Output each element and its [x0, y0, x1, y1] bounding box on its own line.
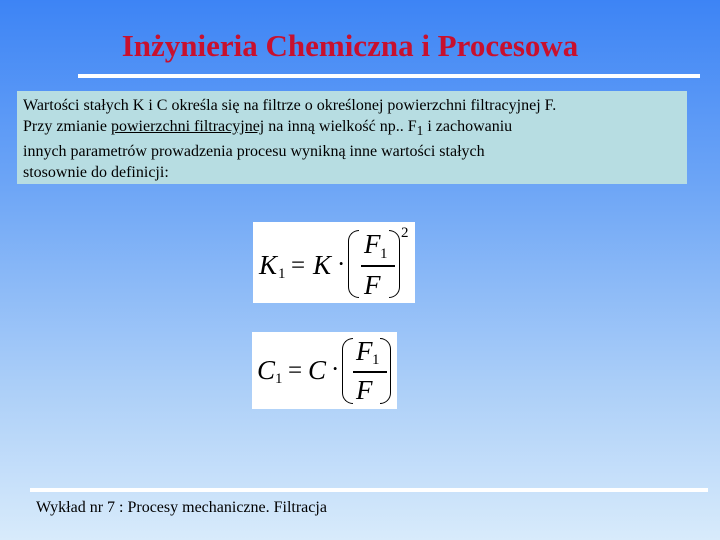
formula-c1-left-paren — [342, 338, 353, 404]
formula-k1-exponent: 2 — [401, 225, 409, 241]
formula-k1-left-paren — [348, 230, 359, 298]
formula-c1-equals: = — [288, 357, 303, 384]
text-line-2-middle: na inną wielkość np.. F — [264, 118, 417, 135]
subscript-1: 1 — [416, 123, 424, 139]
description-textbox — [17, 91, 687, 184]
formula-c1-lhs-sub: 1 — [275, 371, 283, 387]
formula-c1-numerator-sub: 1 — [372, 352, 380, 368]
text-line-1: Wartości stałych K i C określa się na filtrze o określonej powierzchni filtracyjnej F. — [23, 97, 557, 114]
underlined-phrase: powierzchni filtracyjnej — [110, 118, 265, 135]
text-line-4: stosownie do definicji: — [23, 164, 169, 182]
formula-c1 — [252, 332, 397, 409]
text-line-2-end: i zachowaniu — [423, 118, 513, 135]
bottom-divider — [30, 488, 708, 492]
text-line-3: innych parametrów prowadzenia procesu wynikną inne wartości stałych — [23, 143, 485, 161]
top-divider — [78, 74, 700, 78]
formula-c1-right-paren — [380, 338, 391, 404]
formula-c1-denominator: F — [356, 375, 373, 405]
formula-k1-equals: = — [291, 252, 306, 279]
formula-c1-lhs: C — [257, 355, 276, 385]
formula-k1-numerator-sub: 1 — [380, 246, 388, 262]
formula-c1-dot: · — [331, 356, 340, 383]
formula-k1-dot: · — [337, 251, 346, 278]
formula-k1-numerator: F — [364, 229, 381, 259]
formula-c1-rhs: C — [308, 355, 327, 385]
formula-k1-rhs: K — [313, 250, 332, 280]
formula-k1-lhs: K — [259, 250, 278, 280]
slide-footer: Wykład nr 7 : Procesy mechaniczne. Filtracja — [36, 499, 327, 516]
formula-c1-numerator: F — [356, 336, 373, 366]
text-line-2 — [23, 116, 681, 141]
slide-title: Inżynieria Chemiczna i Procesowa — [121, 28, 579, 63]
formula-k1-denominator: F — [364, 270, 381, 300]
formula-k1-right-paren — [389, 230, 400, 298]
formula-k1 — [253, 222, 415, 303]
text-line-2-start: Przy zmianie — [23, 118, 111, 135]
formula-k1-lhs-sub: 1 — [278, 266, 286, 282]
